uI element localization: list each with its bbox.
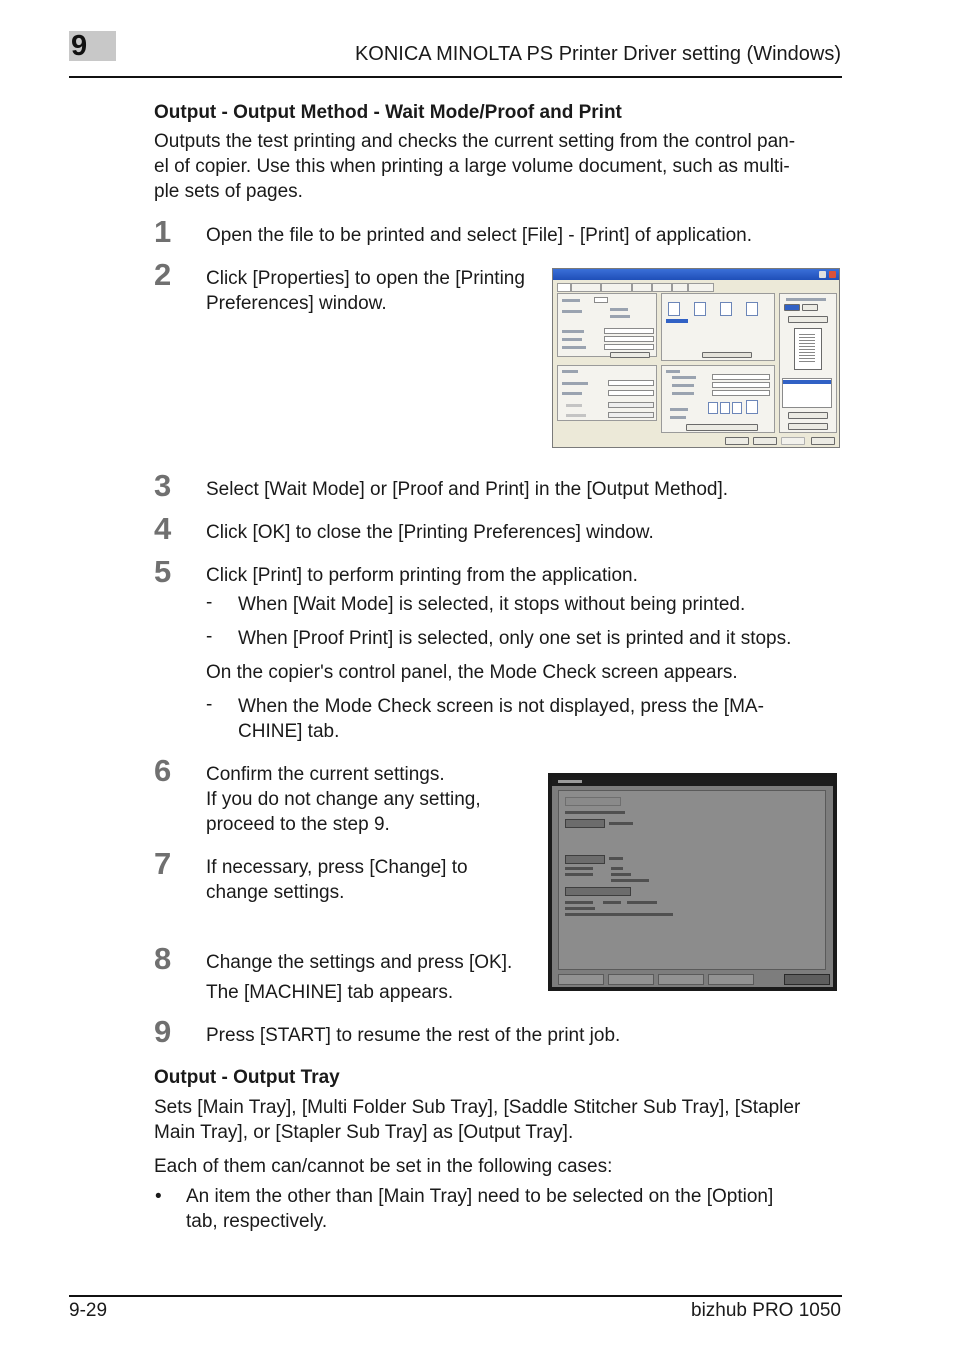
step-text-3: Select [Wait Mode] or [Proof and Print] in the [Output Method]. (206, 479, 729, 500)
bullet-dot: • (155, 1186, 162, 1207)
step-text-7 (206, 855, 468, 905)
bullet-line: An item the other than [Main Tray] need to be selected on the [Option] (186, 1186, 774, 1207)
layout-panel (661, 293, 775, 361)
step-8-result: The [MACHINE] tab appears. (206, 982, 454, 1003)
step-number-3: 3 (154, 468, 172, 503)
binding-panel (557, 365, 657, 421)
dash-marker: - (206, 592, 213, 613)
step-number-5: 5 (154, 554, 172, 589)
step-number-1: 1 (154, 214, 172, 249)
screen-title-bar (552, 777, 833, 786)
step-number-2: 2 (154, 257, 172, 292)
step-text-2 (206, 266, 525, 316)
step-line: Click [Properties] to open the [Printing (206, 268, 525, 289)
thumb-button (558, 974, 604, 985)
section-heading-output-tray: Output - Output Tray (154, 1067, 340, 1088)
bullet-line: CHINE] tab. (238, 721, 340, 742)
step-line: Confirm the current settings. (206, 764, 445, 785)
intro-line: ple sets of pages. (154, 181, 303, 202)
tab-per-page-setting (571, 283, 601, 292)
step-line: If necessary, press [Change] to (206, 857, 468, 878)
output-tray-description (154, 1095, 800, 1145)
chapter-number: 9 (71, 30, 88, 62)
step-number-6: 6 (154, 753, 172, 788)
preview-panel (779, 293, 837, 433)
help-icon (819, 271, 826, 278)
bullet-line: When the Mode Check screen is not displayed, press the [MA- (238, 696, 764, 717)
step-text-6 (206, 762, 481, 837)
close-icon (829, 271, 836, 278)
step-text-9: Press [START] to resume the rest of the print job. (206, 1025, 621, 1046)
mode-check-screenshot (548, 773, 837, 991)
step-number-9: 9 (154, 1014, 172, 1049)
header-divider (69, 76, 842, 78)
tab-watermark (688, 283, 714, 292)
step-number-4: 4 (154, 511, 172, 546)
step-text-8: Change the settings and press [OK]. (206, 952, 513, 973)
tab-overlay (652, 283, 672, 292)
step-line: proceed to the step 9. (206, 814, 390, 835)
para-line: Main Tray], or [Stapler Sub Tray] as [Output Tray]. (154, 1122, 574, 1143)
tab-setup (557, 283, 571, 292)
mode-check-screen (552, 777, 833, 987)
tab-special-function (601, 283, 632, 292)
tab-postscript (632, 283, 652, 292)
dash-marker: - (206, 694, 213, 715)
help-button-thumb (811, 437, 835, 445)
printing-preferences-screenshot (552, 268, 840, 448)
step-line: If you do not change any setting, (206, 789, 481, 810)
page-number: 9-29 (69, 1300, 108, 1321)
output-tray-cases: Each of them can/cannot be set in the following cases: (154, 1156, 613, 1177)
screen-body (558, 790, 826, 970)
cancel-button-thumb (753, 437, 777, 445)
intro-line: Outputs the test printing and checks the current setting from the control pan- (154, 131, 796, 152)
thumb-button (708, 974, 754, 985)
section-heading-output-method: Output - Output Method - Wait Mode/Proof and Print (154, 102, 622, 123)
section-intro (154, 129, 844, 204)
step-5-bullet-wait-mode: When [Wait Mode] is selected, it stops without being printed. (238, 594, 746, 615)
tab-quality (672, 283, 688, 292)
step-text-5: Click [Print] to perform printing from the application. (206, 565, 638, 586)
output-panel (661, 365, 775, 433)
window-titlebar (553, 269, 839, 280)
intro-line: el of copier. Use this when printing a large volume document, such as multi- (154, 156, 790, 177)
output-tray-bullet (186, 1184, 773, 1234)
step-number-7: 7 (154, 846, 172, 881)
step-number-8: 8 (154, 941, 172, 976)
step-text-4: Click [OK] to close the [Printing Preferences] window. (206, 522, 654, 543)
para-line: Sets [Main Tray], [Multi Folder Sub Tray], [Saddle Stitcher Sub Tray], [Stapler (154, 1097, 801, 1118)
step-5-note: On the copier's control panel, the Mode Check screen appears. (206, 662, 738, 683)
thumb-close-button (784, 974, 830, 985)
step-5-bullet-proof-print: When [Proof Print] is selected, only one set is printed and it stops. (238, 628, 792, 649)
step-line: change settings. (206, 882, 345, 903)
product-name: bizhub PRO 1050 (691, 1300, 841, 1321)
paper-panel (557, 293, 657, 357)
running-header-title: KONICA MINOLTA PS Printer Driver setting (Windows) (354, 43, 841, 65)
dash-marker: - (206, 626, 213, 647)
bullet-line: tab, respectively. (186, 1211, 328, 1232)
apply-button-thumb (781, 437, 805, 445)
step-line: Preferences] window. (206, 293, 387, 314)
step-text-1: Open the file to be printed and select [File] - [Print] of application. (206, 225, 753, 246)
ok-button-thumb (725, 437, 749, 445)
tab-strip (557, 283, 835, 292)
thumb-button (608, 974, 654, 985)
footer-divider (69, 1295, 842, 1297)
step-5-bullet-machine-tab (238, 694, 764, 744)
thumb-button (658, 974, 704, 985)
